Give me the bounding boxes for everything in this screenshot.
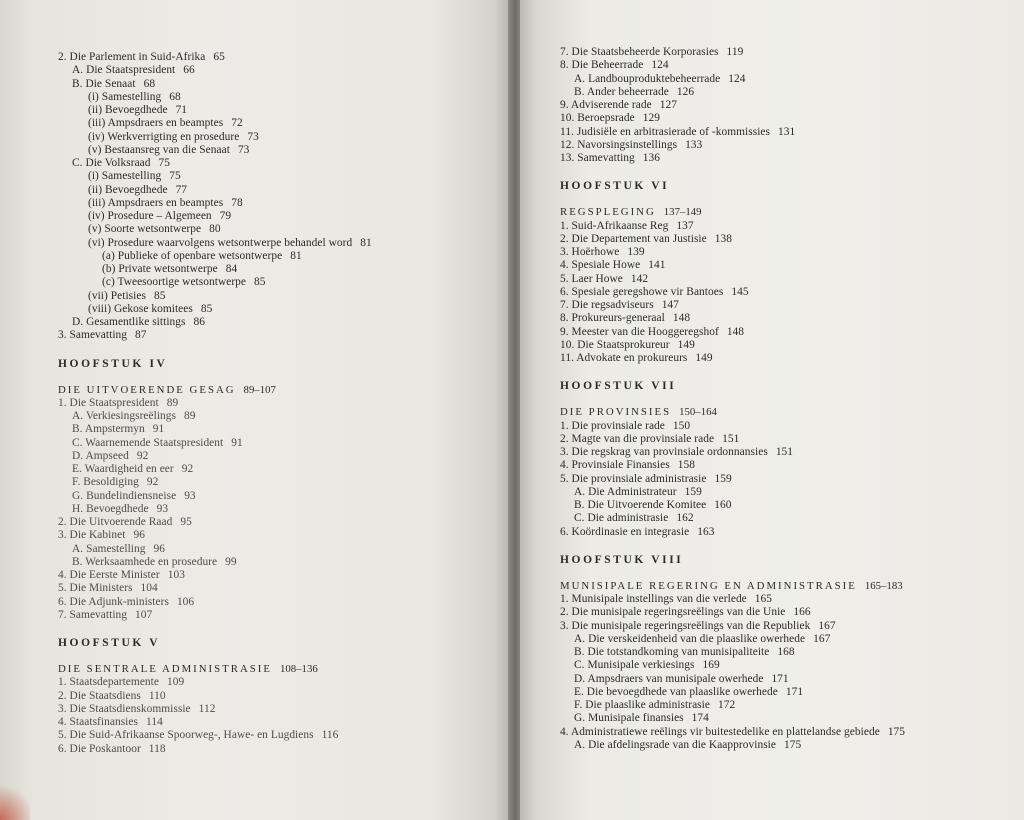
toc-entry-page: 160 (714, 499, 732, 511)
toc-entry (58, 303, 372, 316)
toc-entry (560, 152, 905, 165)
toc-entry (58, 463, 372, 476)
toc-entry-title: A. Die Staatspresident (72, 64, 176, 77)
toc-entry (58, 131, 372, 144)
toc-entry (560, 420, 905, 433)
toc-entry-title: 7. Samevatting (58, 608, 128, 621)
toc-entry (58, 223, 372, 236)
toc-entry-page: 159 (714, 472, 732, 485)
toc-entry-page: 149 (695, 352, 713, 364)
toc-entry-title: B. Die Uitvoerende Komitee (574, 499, 707, 511)
toc-entry (560, 446, 905, 459)
toc-entry-title: (vii) Petisies (88, 289, 146, 302)
toc-entry (58, 450, 372, 463)
toc-entry-title: (viii) Gekose komitees (88, 302, 193, 315)
toc-entry (58, 676, 372, 689)
toc-entry-title: 4. Spesiale Howe (560, 259, 641, 272)
toc-entry-title: 5. Die Suid-Afrikaanse Spoorweg-, Hawe- en Lugdiens (58, 729, 314, 742)
toc-entry-page: 112 (198, 702, 216, 715)
left-page (0, 0, 510, 820)
toc-entry (58, 276, 372, 289)
section-title: DIE SENTRALE ADMINISTRASIE (58, 663, 272, 675)
toc-entry-page: 165 (754, 593, 773, 605)
toc-entry-page: 150 (672, 419, 691, 432)
toc-entry-page: 110 (148, 689, 166, 702)
toc-entry-title: 7. Die regsadviseurs (560, 299, 654, 311)
toc-entry-title: 4. Administratiewe reëlings vir buitestedelike en plattelandse gebiede (560, 725, 880, 738)
toc-entry-title: D. Ampseed (72, 449, 129, 462)
toc-entry (560, 673, 905, 686)
toc-list (560, 220, 905, 366)
toc-entry-page: 137 (676, 219, 694, 232)
toc-entry-page: 81 (290, 249, 302, 262)
toc-entry-title: 2. Die Parlement in Suid-Afrika (58, 51, 206, 63)
toc-entry (560, 59, 905, 72)
toc-entry-page: 99 (225, 555, 237, 568)
toc-entry (58, 703, 372, 716)
toc-entry-page: 92 (181, 463, 194, 475)
toc-entry-page: 96 (153, 542, 166, 555)
chapter-heading: HOOFSTUK VI (560, 180, 670, 193)
toc-entry (58, 197, 372, 210)
toc-entry-title: 2. Die Uitvoerende Raad (58, 516, 173, 528)
toc-entry-title: (iii) Ampsdraers en beamptes (88, 196, 224, 209)
toc-entry (560, 633, 905, 646)
toc-entry-title: (i) Samestelling (88, 170, 162, 183)
toc-entry (58, 582, 372, 595)
toc-entry (560, 499, 905, 512)
toc-entry (58, 144, 372, 157)
toc-entry-title: 6. Die Adjunk-ministers (58, 595, 169, 608)
toc-entry (58, 316, 372, 329)
toc-entry-page: 171 (785, 685, 804, 698)
toc-entry-page: 78 (231, 196, 243, 209)
toc-entry (58, 263, 372, 276)
toc-entry-title: C. Munisipale verkiesings (574, 659, 695, 672)
toc-entry-title: A. Die Administrateur (574, 485, 677, 498)
toc-entry-title: 2. Die Staatsdiens (58, 689, 141, 702)
toc-entry-page: 139 (627, 246, 645, 258)
toc-entry (58, 117, 372, 130)
toc-entry (560, 312, 905, 325)
toc-entry-page: 124 (728, 72, 746, 85)
toc-entry-title: B. Ander beheerrade (574, 85, 669, 98)
toc-entry-page: 168 (777, 646, 795, 658)
toc-entry-page: 89 (184, 410, 196, 422)
toc-entry-page: 114 (146, 716, 163, 728)
toc-entry-page: 106 (176, 595, 195, 608)
toc-list (560, 593, 905, 752)
toc-entry (560, 220, 905, 233)
toc-list (58, 397, 372, 622)
toc-entry-title: B. Die Senaat (72, 77, 136, 90)
toc-entry (560, 352, 905, 365)
toc-entry (560, 259, 905, 272)
toc-entry-title: A. Die verskeidenheid van die plaaslike owerhede (574, 632, 806, 645)
section-title: DIE UITVOERENDE GESAG (58, 383, 236, 396)
section-heading (58, 663, 372, 676)
toc-entry (560, 726, 905, 739)
toc-entry-page: 91 (152, 423, 165, 436)
toc-entry-page: 133 (685, 138, 703, 151)
toc-entry-page: 89 (166, 396, 179, 409)
toc-entry-page: 75 (158, 157, 171, 169)
toc-entry-title: (iv) Werkverrigting en prosedure (88, 130, 240, 143)
toc-entry-page: 80 (209, 223, 221, 236)
toc-entry-title: 3. Die Kabinet (58, 529, 126, 542)
toc-entry-title: 1. Die provinsiale rade (560, 419, 665, 432)
toc-entry-title: A. Verkiesingsreëlings (72, 410, 177, 422)
toc-entry (560, 246, 905, 259)
toc-entry-title: 10. Beroepsrade (560, 112, 635, 125)
toc-entry-page: 172 (717, 699, 736, 711)
chapter-heading: HOOFSTUK V (58, 637, 161, 649)
toc-entry (58, 437, 372, 450)
toc-entry-page: 66 (183, 64, 195, 77)
toc-entry (58, 503, 372, 516)
toc-entry-page: 73 (237, 143, 250, 156)
toc-entry-page: 131 (778, 125, 796, 138)
toc-entry-title: E. Waardigheid en eer (72, 463, 174, 475)
toc-entry-title: (v) Soorte wetsontwerpe (88, 223, 202, 236)
toc-entry (58, 329, 372, 342)
toc-entry-title: 2. Die munisipale regeringsreëlings van die Unie (560, 606, 786, 619)
toc-entry-title: (i) Samestelling (88, 90, 162, 103)
toc-entry-title: (vi) Prosedure waarvolgens wetsontwerpe behandel word (88, 236, 353, 249)
toc-entry (58, 157, 372, 170)
toc-list (58, 51, 372, 343)
toc-entry-page: 91 (231, 436, 243, 449)
toc-entry (560, 526, 905, 539)
toc-entry-page: 169 (702, 659, 720, 672)
toc-entry-title: 3. Die munisipale regeringsreëlings van die Republiek (560, 619, 811, 632)
toc-entry-title: C. Die administrasie (574, 512, 669, 525)
toc-entry-page: 118 (148, 742, 166, 755)
toc-entry-page: 148 (672, 312, 691, 325)
toc-entry (58, 51, 372, 64)
toc-entry-title: C. Die Volksraad (72, 157, 151, 169)
toc-entry (58, 569, 372, 582)
toc-entry (560, 126, 905, 139)
toc-entry-title: 4. Staatsfinansies (58, 716, 138, 728)
section-title: DIE PROVINSIES (560, 406, 672, 419)
toc-entry-page: 84 (225, 263, 238, 275)
toc-entry (58, 237, 372, 250)
toc-entry (58, 529, 372, 542)
toc-entry-page: 79 (219, 210, 232, 222)
toc-entry-title: B. Werksaamhede en prosedure (72, 555, 218, 568)
section-heading (560, 580, 905, 593)
section-pages: 150–164 (679, 406, 717, 419)
toc-entry-title: H. Bevoegdhede (72, 502, 149, 515)
toc-entry-title: 6. Koördinasie en integrasie (560, 525, 690, 538)
toc-entry-title: (a) Publieke of openbare wetsontwerpe (102, 249, 283, 262)
toc-entry (560, 73, 905, 86)
toc-entry (58, 184, 372, 197)
toc-entry (58, 78, 372, 91)
toc-entry-page: 104 (140, 582, 158, 595)
toc-entry-title: (c) Tweesoortige wetsontwerpe (102, 276, 247, 289)
toc-entry-title: 5. Die provinsiale administrasie (560, 472, 707, 485)
toc-entry-page: 85 (153, 289, 166, 302)
toc-entry (560, 299, 905, 312)
toc-entry-page: 85 (254, 276, 266, 289)
toc-entry-page: 95 (180, 516, 192, 528)
section-pages: 108–136 (279, 663, 318, 675)
toc-entry-page: 107 (135, 608, 153, 621)
toc-entry-title: 9. Adviserende rade (560, 99, 652, 111)
toc-entry-title: (ii) Bevoegdhede (88, 104, 168, 116)
toc-entry-title: 11. Judisiële en arbitrasierade of -kommissies (560, 125, 771, 138)
toc-entry-title: 5. Die Ministers (58, 582, 133, 595)
toc-entry-title: F. Die plaaslike administrasie (574, 699, 710, 711)
toc-entry-title: 8. Die Beheerrade (560, 59, 644, 72)
toc-entry-title: 3. Die Staatsdienskommissie (58, 702, 191, 715)
toc-entry (58, 516, 372, 529)
toc-entry-page: 145 (731, 285, 749, 298)
toc-entry-title: A. Samestelling (72, 542, 146, 555)
toc-entry (58, 476, 372, 489)
toc-entry-page: 136 (642, 152, 661, 164)
toc-entry (58, 250, 372, 263)
toc-entry (560, 606, 905, 619)
toc-entry-title: 4. Die Eerste Minister (58, 569, 160, 581)
toc-entry-page: 73 (247, 130, 259, 143)
toc-list (560, 420, 905, 539)
toc-entry-title: 11. Advokate en prokureurs (560, 352, 688, 364)
chapter-heading: HOOFSTUK IV (58, 357, 168, 370)
toc-entry-page: 147 (661, 299, 679, 311)
toc-entry (560, 739, 905, 752)
toc-entry (58, 64, 372, 77)
toc-entry (58, 543, 372, 556)
toc-entry-title: 1. Staatsdepartemente (58, 676, 159, 689)
toc-entry-page: 126 (676, 85, 695, 98)
toc-entry-title: 6. Spesiale geregshowe vir Bantoes (560, 285, 724, 298)
toc-entry (560, 339, 905, 352)
section-heading (560, 406, 905, 419)
toc-entry (58, 609, 372, 622)
toc-entry-page: 109 (167, 676, 185, 689)
toc-entry (560, 593, 905, 606)
toc-entry-page: 77 (175, 183, 188, 196)
toc-entry-page: 151 (722, 432, 740, 445)
toc-entry-page: 96 (133, 529, 145, 542)
toc-entry (560, 699, 905, 712)
toc-entry-title: (v) Bestaansreg van die Senaat (88, 143, 230, 156)
toc-entry (560, 459, 905, 472)
toc-entry (58, 104, 372, 117)
toc-entry (58, 729, 372, 742)
toc-entry (560, 659, 905, 672)
toc-entry-title: 8. Prokureurs-generaal (560, 312, 665, 325)
toc-entry-title: 2. Die Departement van Justisie (560, 232, 707, 245)
toc-entry-title: D. Gesamentlike sittings (72, 316, 186, 328)
toc-entry-title: 1. Die Staatspresident (58, 396, 159, 409)
toc-entry-title: 13. Samevatting (560, 152, 635, 164)
toc-entry (560, 286, 905, 299)
toc-entry-title: 12. Navorsingsinstellings (560, 138, 678, 151)
toc-entry-page: 87 (135, 329, 147, 342)
toc-entry-title: 3. Hoërhowe (560, 246, 620, 258)
toc-entry-page: 72 (231, 117, 243, 130)
toc-entry-page: 129 (642, 112, 661, 125)
toc-entry-page: 174 (691, 712, 709, 725)
section-heading (58, 384, 372, 397)
toc-entry (560, 486, 905, 499)
toc-entry-page: 75 (169, 170, 181, 183)
toc-entry-page: 167 (813, 632, 831, 645)
toc-entry-page: 124 (651, 59, 669, 72)
toc-entry-page: 127 (659, 99, 677, 111)
toc-entry-page: 162 (676, 512, 694, 525)
toc-entry-page: 65 (213, 51, 225, 63)
toc-entry-page: 85 (200, 302, 213, 315)
left-toc-column (58, 51, 372, 756)
right-toc-column (560, 46, 905, 752)
toc-entry-title: A. Die afdelingsrade van die Kaapprovinsie (574, 738, 776, 751)
toc-entry-title: 1. Munisipale instellings van die verlede (560, 593, 747, 605)
toc-entry-title: (b) Private wetsontwerpe (102, 263, 218, 275)
chapter-heading: HOOFSTUK VIII (560, 553, 684, 566)
toc-entry-title: A. Landbouproduktebeheerrade (574, 72, 721, 85)
toc-entry-title: 7. Die Staatsbeheerde Korporasies (560, 46, 719, 58)
toc-entry-page: 171 (771, 672, 789, 685)
toc-entry (58, 596, 372, 609)
section-title: REGSPLEGING (560, 206, 656, 219)
toc-entry-title: 6. Die Poskantoor (58, 742, 141, 755)
toc-entry-title: B. Die totstandkoming van munisipaliteite (574, 646, 770, 658)
toc-entry (560, 473, 905, 486)
toc-list (560, 46, 905, 165)
toc-entry-page: 92 (136, 449, 149, 462)
toc-entry-page: 142 (630, 272, 649, 285)
toc-entry (560, 686, 905, 699)
toc-entry-page: 166 (793, 606, 811, 619)
toc-entry-page: 93 (156, 502, 169, 515)
page-corner-shadow (0, 780, 30, 820)
toc-entry (560, 112, 905, 125)
toc-entry (560, 99, 905, 112)
toc-entry (560, 326, 905, 339)
section-pages: 89–107 (243, 383, 276, 396)
toc-entry (560, 646, 905, 659)
toc-entry (58, 410, 372, 423)
toc-entry (58, 210, 372, 223)
toc-entry-title: E. Die bevoegdhede van plaaslike owerhede (574, 685, 778, 698)
toc-entry-page: 149 (677, 338, 695, 351)
toc-entry (58, 490, 372, 503)
toc-entry-page: 68 (169, 90, 181, 103)
toc-entry-page: 159 (684, 485, 702, 498)
toc-entry-page: 151 (775, 446, 794, 458)
toc-list (58, 676, 372, 756)
toc-entry (560, 86, 905, 99)
toc-entry-page: 119 (726, 46, 744, 58)
toc-entry-page: 163 (697, 525, 715, 538)
toc-entry-title: D. Ampsdraers van munisipale owerhede (574, 672, 764, 685)
toc-entry-page: 175 (784, 738, 802, 751)
toc-entry (560, 620, 905, 633)
toc-entry (560, 712, 905, 725)
toc-entry-page: 81 (360, 236, 372, 249)
toc-entry-page: 92 (146, 476, 159, 489)
toc-entry-title: B. Ampstermyn (72, 423, 145, 436)
toc-entry-title: 5. Laer Howe (560, 272, 623, 285)
toc-entry (58, 91, 372, 104)
toc-entry-title: 9. Meester van die Hooggeregshof (560, 325, 719, 338)
toc-entry-title: 3. Samevatting (58, 329, 128, 342)
toc-entry-title: (iv) Prosedure – Algemeen (88, 210, 212, 222)
toc-entry-page: 148 (726, 325, 745, 338)
toc-entry (58, 170, 372, 183)
toc-entry-page: 71 (175, 104, 188, 116)
toc-entry-page: 158 (677, 459, 695, 472)
toc-entry-title: 2. Magte van die provinsiale rade (560, 432, 715, 445)
toc-entry-page: 138 (714, 232, 732, 245)
toc-entry-title: C. Waarnemende Staatspresident (72, 436, 224, 449)
chapter-heading: HOOFSTUK VII (560, 380, 677, 393)
toc-entry (58, 716, 372, 729)
section-pages: 165–183 (864, 579, 903, 592)
section-pages: 137–149 (663, 206, 702, 219)
toc-entry-page: 167 (818, 619, 836, 632)
toc-entry (58, 423, 372, 436)
toc-entry-title: (iii) Ampsdraers en beamptes (88, 117, 224, 130)
toc-entry-page: 86 (193, 316, 206, 328)
toc-entry-title: 4. Provinsiale Finansies (560, 459, 670, 472)
right-page (520, 0, 1024, 820)
toc-entry-title: (ii) Bevoegdhede (88, 183, 168, 196)
toc-entry (560, 139, 905, 152)
section-title: MUNISIPALE REGERING EN ADMINISTRASIE (560, 579, 857, 592)
toc-entry-page: 68 (143, 77, 156, 90)
toc-entry (560, 233, 905, 246)
toc-entry (58, 290, 372, 303)
section-heading (560, 206, 905, 219)
toc-entry (560, 512, 905, 525)
toc-entry (58, 743, 372, 756)
toc-entry-page: 103 (167, 569, 185, 581)
toc-entry (560, 273, 905, 286)
toc-entry-page: 141 (648, 259, 666, 272)
toc-entry-title: G. Bundelindiensneise (72, 489, 177, 502)
toc-entry-page: 175 (887, 725, 906, 738)
toc-entry-title: G. Munisipale finansies (574, 712, 684, 725)
toc-entry-page: 93 (184, 489, 196, 502)
toc-entry (58, 397, 372, 410)
toc-entry-title: 1. Suid-Afrikaanse Reg (560, 219, 669, 232)
toc-entry-title: F. Besoldiging (72, 476, 139, 489)
toc-entry (560, 433, 905, 446)
toc-entry-title: 3. Die regskrag van provinsiale ordonnansies (560, 446, 768, 458)
toc-entry (58, 690, 372, 703)
toc-entry-page: 116 (321, 729, 339, 742)
toc-entry (58, 556, 372, 569)
toc-entry (560, 46, 905, 59)
toc-entry-title: 10. Die Staatsprokureur (560, 338, 670, 351)
